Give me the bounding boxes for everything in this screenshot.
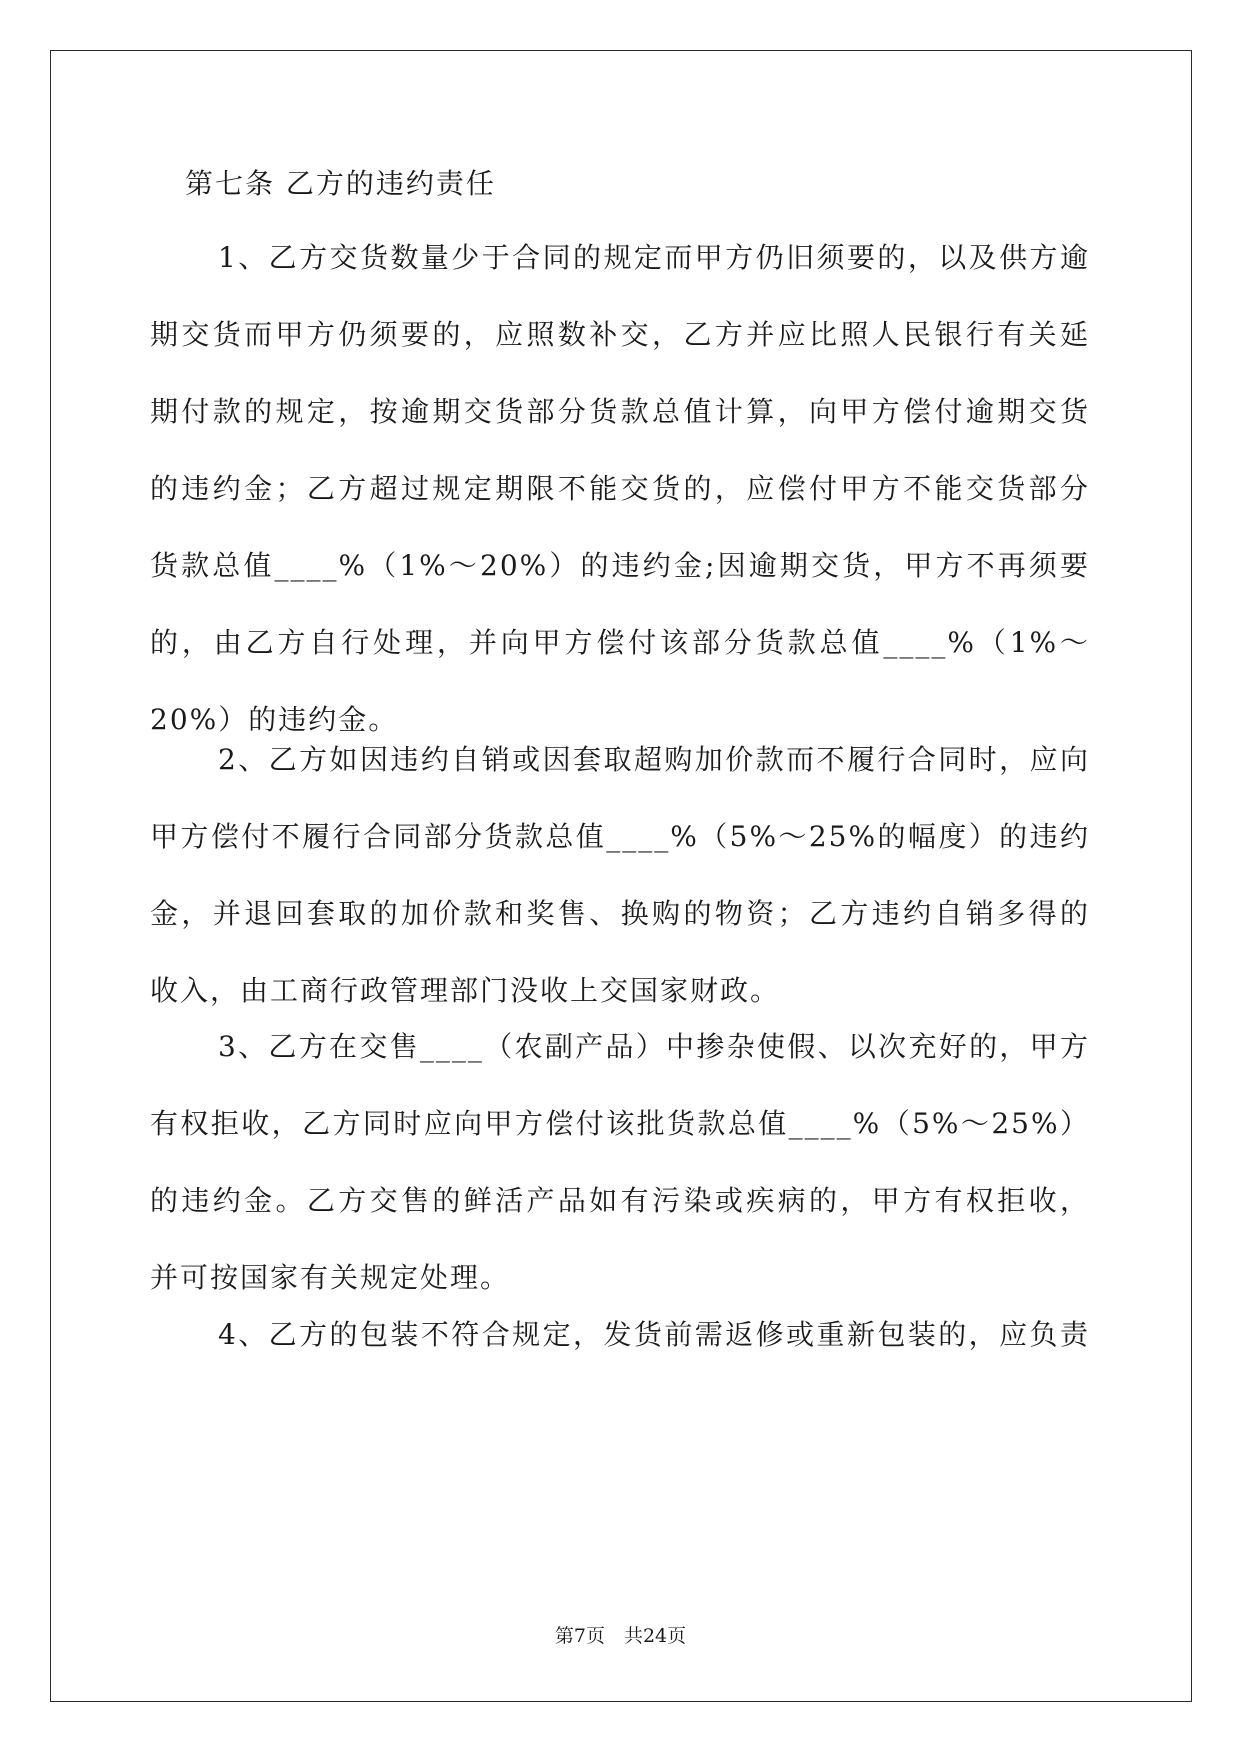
paragraph-line: 的违约金。乙方交售的鲜活产品如有污染或疾病的，甲方有权拒收， bbox=[150, 1184, 1090, 1217]
paragraph-line: 并可按国家有关规定处理。 bbox=[150, 1261, 511, 1294]
paragraph-line: 有权拒收，乙方同时应向甲方偿付该批货款总值____%（5%～25%） bbox=[150, 1107, 1090, 1140]
paragraph-line: 3、乙方在交售____（农副产品）中掺杂使假、以次充好的，甲方 bbox=[218, 1030, 1090, 1063]
paragraph-line: 货款总值____%（1%～20%）的违约金;因逾期交货，甲方不再须要 bbox=[150, 549, 1090, 582]
section-heading: 第七条 乙方的违约责任 bbox=[185, 167, 496, 200]
paragraph-line: 甲方偿付不履行合同部分货款总值____%（5%～25%的幅度）的违约 bbox=[150, 820, 1090, 853]
paragraph-line: 期交货而甲方仍须要的，应照数补交，乙方并应比照人民银行有关延 bbox=[150, 318, 1090, 351]
paragraph-3 bbox=[150, 1032, 1090, 1292]
paragraph-line: 1、乙方交货数量少于合同的规定而甲方仍旧须要的，以及供方逾 bbox=[218, 241, 1090, 274]
paragraph-4 bbox=[150, 1320, 1090, 1349]
paragraph-1 bbox=[150, 243, 1090, 734]
paragraph-line: 4、乙方的包装不符合规定，发货前需返修或重新包装的，应负责 bbox=[218, 1318, 1090, 1351]
paragraph-line: 的违约金；乙方超过规定期限不能交货的，应偿付甲方不能交货部分 bbox=[150, 472, 1090, 505]
paragraph-2 bbox=[150, 745, 1090, 1005]
paragraph-line: 收入，由工商行政管理部门没收上交国家财政。 bbox=[150, 974, 781, 1007]
paragraph-line: 的，由乙方自行处理，并向甲方偿付该部分货款总值____%（1%～ bbox=[150, 626, 1090, 659]
page-number-footer: 第7页 共24页 bbox=[554, 1625, 687, 1647]
paragraph-line: 期付款的规定，按逾期交货部分货款总值计算，向甲方偿付逾期交货 bbox=[150, 395, 1090, 428]
paragraph-line: 2、乙方如因违约自销或因套取超购加价款而不履行合同时，应向 bbox=[218, 743, 1090, 776]
paragraph-line: 金，并退回套取的加价款和奖售、换购的物资；乙方违约自销多得的 bbox=[150, 897, 1090, 930]
document-body bbox=[150, 167, 1090, 1351]
paragraph-line: 20%）的违约金。 bbox=[150, 703, 399, 736]
